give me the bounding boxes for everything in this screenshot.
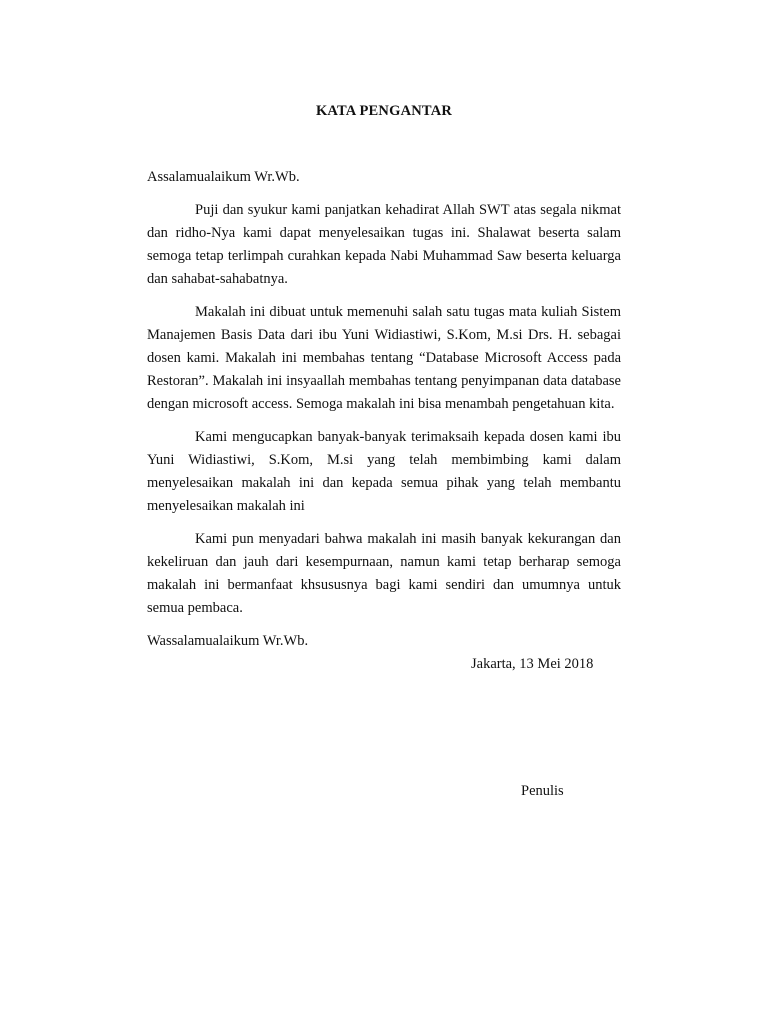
paragraph-3: Kami mengucapkan banyak-banyak terimaksaih kepada dosen kami ibu Yuni Widiastiwi, S.Kom, M.si yang telah membimbing kami dalam menyelesaikan makalah ini dan kepada semua pihak yang telah membantu menyelesaikan makalah ini [147,429,621,514]
paragraph-1: Puji dan syukur kami panjatkan kehadirat Allah SWT atas segala nikmat dan ridho-Nya kami dapat menyelesaikan tugas ini. Shalawat beserta salam semoga tetap terlimpah curahkan kepada Nabi Muhammad Saw beserta keluarga dan sahabat-sahabatnya. [147,202,621,287]
paragraph-4: Kami pun menyadari bahwa makalah ini masih banyak kekurangan dan kekeliruan dan jauh dari kesempurnaan, namun kami tetap berharap semoga makalah ini bermanfaat khsususnya bagi kami sendiri dan umumnya untuk semua pembaca. [147,531,621,616]
place-date: Jakarta, 13 Mei 2018 [471,656,594,672]
document-body [147,166,621,653]
signer-label: Penulis [521,783,564,799]
closing-greeting: Wassalamualaikum Wr.Wb. [147,633,309,649]
paragraph-2: Makalah ini dibuat untuk memenuhi salah satu tugas mata kuliah Sistem Manajemen Basis Data dari ibu Yuni Widiastiwi, S.Kom, M.si Drs. H. sebagai dosen kami. Makalah ini membahas tentang “Database Microsoft Access pada Restoran”. Makalah ini insyaallah membahas tentang penyimpanan data database dengan microsoft access. Semoga makalah ini bisa menambah pengetahuan kita. [147,304,621,412]
opening-greeting: Assalamualaikum Wr.Wb. [147,169,300,185]
page-title: KATA PENGANTAR [315,103,453,119]
